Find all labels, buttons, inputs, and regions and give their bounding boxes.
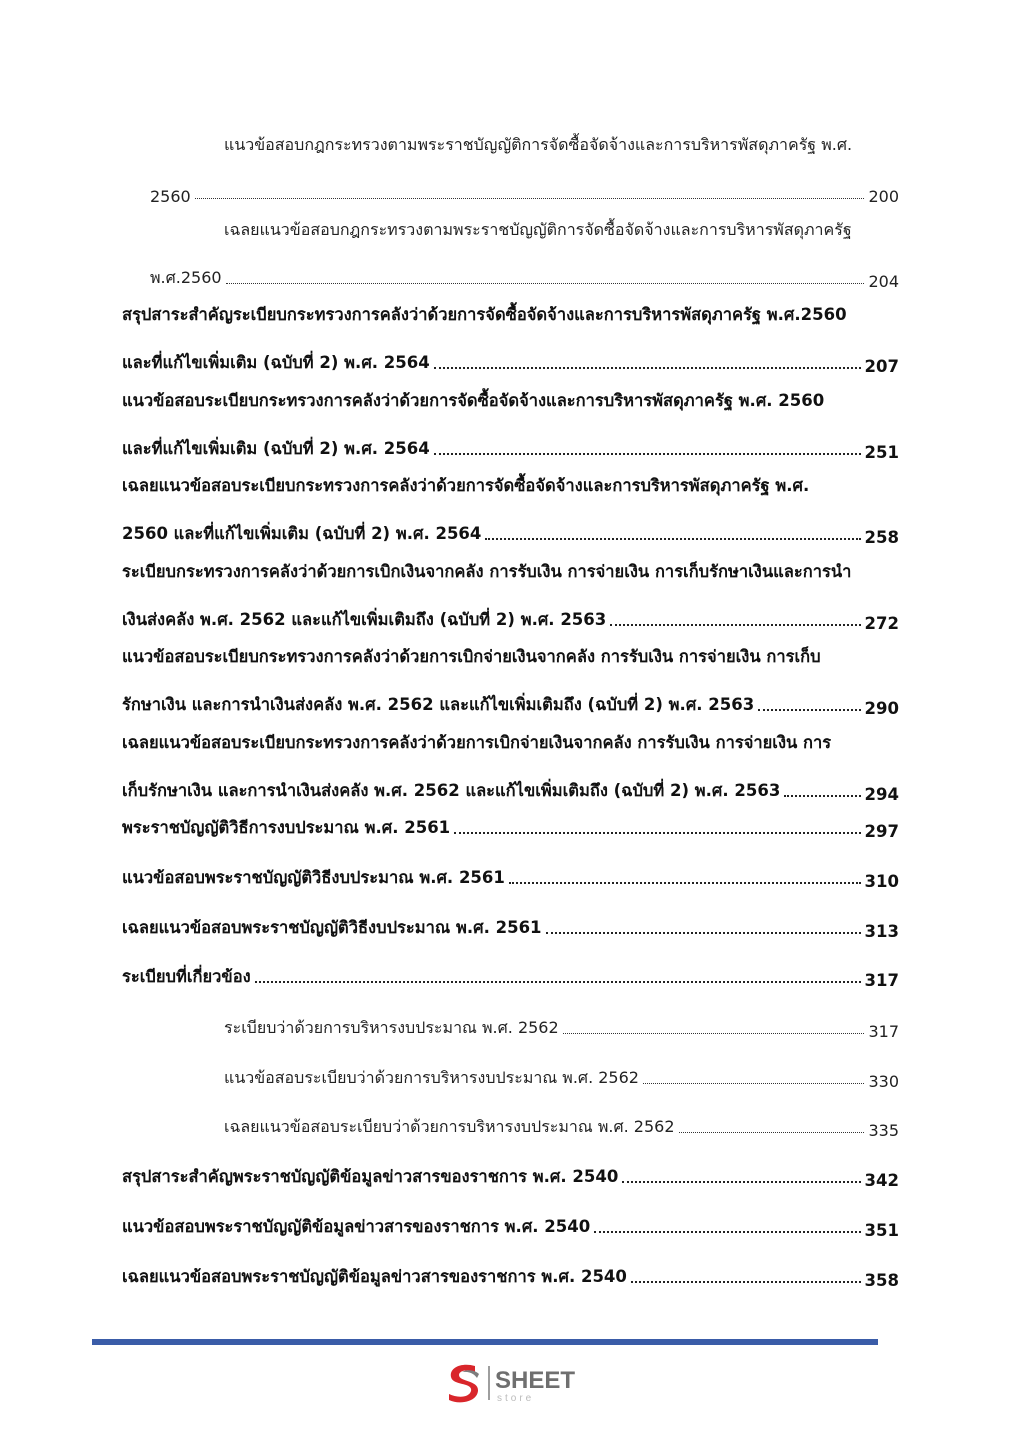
dot-leader <box>485 538 860 540</box>
dot-leader <box>643 1083 864 1084</box>
toc-page-number: 330 <box>868 1072 899 1091</box>
toc-entry-line1 <box>122 469 899 499</box>
toc-entry-text: 2560 และที่แก้ไขเพิ่มเติม (ฉบับที่ 2) พ.ศ. 2564 <box>122 524 482 543</box>
toc-entry-text: สรุปสาระสำคัญระเบียบกระทรวงการคลังว่าด้วยการจัดซื้อจัดจ้างและการบริหารพัสดุภาครัฐ พ.ศ.2560 <box>122 305 847 324</box>
toc-entry-line2 <box>122 432 899 462</box>
dot-leader <box>546 932 861 934</box>
toc-page-number: 290 <box>864 699 899 718</box>
dot-leader <box>226 283 865 284</box>
dot-leader <box>610 624 860 626</box>
toc-entry[interactable] <box>122 469 899 547</box>
toc-entry[interactable] <box>122 1110 899 1140</box>
dot-leader <box>784 795 860 797</box>
toc-entry-line2 <box>122 176 899 206</box>
dot-leader <box>631 1281 861 1283</box>
logo-text: SHEET <box>495 1367 576 1394</box>
toc-entry[interactable] <box>122 555 899 633</box>
toc-entry-text: ระเบียบว่าด้วยการบริหารงบประมาณ พ.ศ. 2562 <box>224 1018 559 1037</box>
toc-entry-line <box>122 1210 899 1240</box>
toc-page-number: 272 <box>864 614 899 633</box>
toc-entry-text: เฉลยแนวข้อสอบพระราชบัญญัติวิธีงบประมาณ พ.ศ. 2561 <box>122 918 542 937</box>
toc-entry-text: 2560 <box>150 187 191 206</box>
toc-entry-line <box>122 1160 899 1190</box>
toc-entry[interactable] <box>122 960 899 990</box>
dot-leader <box>434 453 861 455</box>
toc-entry-line <box>122 861 899 891</box>
toc-entry-text: เฉลยแนวข้อสอบระเบียบกระทรวงการคลังว่าด้วยการเบิกจ่ายเงินจากคลัง การรับเงิน การจ่ายเงิน การ <box>122 733 832 752</box>
toc-entry-text: พ.ศ.2560 <box>150 268 222 287</box>
dot-leader <box>509 882 861 884</box>
toc-entry[interactable] <box>122 213 899 291</box>
toc-entry[interactable] <box>122 1260 899 1290</box>
toc-entry-line1 <box>122 384 899 414</box>
toc-entry-text: แนวข้อสอบพระราชบัญญัติวิธีงบประมาณ พ.ศ. 2561 <box>122 868 505 887</box>
toc-entry-text: แนวข้อสอบระเบียบกระทรวงการคลังว่าด้วยการจัดซื้อจัดจ้างและการบริหารพัสดุภาครัฐ พ.ศ. 2560 <box>122 391 825 410</box>
toc-page-number: 313 <box>864 922 899 941</box>
toc-page-number: 310 <box>864 872 899 891</box>
toc-entry[interactable] <box>122 1061 899 1091</box>
toc-entry-line <box>122 911 899 941</box>
toc-page-number: 317 <box>864 971 899 990</box>
toc-entry-line <box>122 1061 899 1091</box>
toc-entry-line2 <box>122 517 899 547</box>
toc-entry-text: เฉลยแนวข้อสอบพระราชบัญญัติข้อมูลข่าวสารของราชการ พ.ศ. 2540 <box>122 1267 627 1286</box>
toc-entry[interactable] <box>122 1160 899 1190</box>
toc-entry-line <box>122 1110 899 1140</box>
toc-entry-text: แนวข้อสอบระเบียบกระทรวงการคลังว่าด้วยการเบิกจ่ายเงินจากคลัง การรับเงิน การจ่ายเงิน การเก็บ <box>122 647 821 666</box>
toc-entry-text: ระเบียบที่เกี่ยวข้อง <box>122 967 251 986</box>
toc-page-number: 317 <box>868 1022 899 1041</box>
toc-entry-text: แนวข้อสอบพระราชบัญญัติข้อมูลข่าวสารของราชการ พ.ศ. 2540 <box>122 1217 591 1236</box>
toc-entry-line <box>122 960 899 990</box>
toc-entry-line1 <box>122 128 899 158</box>
dot-leader <box>679 1132 865 1133</box>
toc-entry-text: และที่แก้ไขเพิ่มเติม (ฉบับที่ 2) พ.ศ. 2564 <box>122 353 430 372</box>
toc-entry-text: เฉลยแนวข้อสอบระเบียบว่าด้วยการบริหารงบประมาณ พ.ศ. 2562 <box>224 1117 675 1136</box>
toc-entry-text: เฉลยแนวข้อสอบกฎกระทรวงตามพระราชบัญญัติการจัดซื้อจัดจ้างและการบริหารพัสดุภาครัฐ <box>224 220 852 239</box>
toc-entry-text: เฉลยแนวข้อสอบระเบียบกระทรวงการคลังว่าด้วยการจัดซื้อจัดจ้างและการบริหารพัสดุภาครัฐ พ.ศ. <box>122 476 810 495</box>
logo-subtext: store <box>497 1393 535 1404</box>
toc-entry-line1 <box>122 555 899 585</box>
dot-leader <box>594 1231 860 1233</box>
toc-entry-text: พระราชบัญญัติวิธีการงบประมาณ พ.ศ. 2561 <box>122 818 451 837</box>
toc-entry-text: รักษาเงิน และการนำเงินส่งคลัง พ.ศ. 2562 และแก้ไขเพิ่มเติมถึง (ฉบับที่ 2) พ.ศ. 2563 <box>122 695 755 714</box>
toc-entry[interactable] <box>122 384 899 462</box>
toc-entry[interactable] <box>122 1210 899 1240</box>
toc-page-number: 297 <box>864 822 899 841</box>
toc-entry-line1 <box>122 298 899 328</box>
toc-entry-text: แนวข้อสอบระเบียบว่าด้วยการบริหารงบประมาณ พ.ศ. 2562 <box>224 1068 639 1087</box>
toc-entry-line2 <box>122 261 899 291</box>
toc-entry[interactable] <box>122 726 899 804</box>
toc-entry[interactable] <box>122 128 899 206</box>
toc-entry-line1 <box>122 726 899 756</box>
toc-entry-line2 <box>122 774 899 804</box>
footer-rule <box>92 1339 878 1345</box>
toc-page-number: 294 <box>864 785 899 804</box>
toc-entry-text: สรุปสาระสำคัญพระราชบัญญัติข้อมูลข่าวสารของราชการ พ.ศ. 2540 <box>122 1167 619 1186</box>
toc-entry-text: ระเบียบกระทรวงการคลังว่าด้วยการเบิกเงินจากคลัง การรับเงิน การจ่ายเงิน การเก็บรักษาเงินและการนำ <box>122 562 852 581</box>
toc-page-number: 200 <box>868 187 899 206</box>
dot-leader <box>454 832 860 834</box>
toc-entry-line <box>122 811 899 841</box>
dot-leader <box>758 709 860 711</box>
dot-leader <box>434 367 861 369</box>
toc-entry-text: แนวข้อสอบกฎกระทรวงตามพระราชบัญญัติการจัดซื้อจัดจ้างและการบริหารพัสดุภาครัฐ พ.ศ. <box>224 135 853 154</box>
dot-leader <box>195 198 865 199</box>
toc-entry-text: เก็บรักษาเงิน และการนำเงินส่งคลัง พ.ศ. 2562 และแก้ไขเพิ่มเติมถึง (ฉบับที่ 2) พ.ศ. 2563 <box>122 781 781 800</box>
toc-page-number: 342 <box>864 1171 899 1190</box>
toc-page-number: 358 <box>864 1271 899 1290</box>
dot-leader <box>622 1181 860 1183</box>
dot-leader <box>563 1033 865 1034</box>
toc-entry-line2 <box>122 688 899 718</box>
toc-page-number: 258 <box>864 528 899 547</box>
dot-leader <box>255 981 861 983</box>
toc-entry[interactable] <box>122 298 899 376</box>
toc-page-number: 204 <box>868 272 899 291</box>
toc-page-number: 207 <box>864 357 899 376</box>
toc-entry[interactable] <box>122 861 899 891</box>
toc-entry-line2 <box>122 603 899 633</box>
toc-entry-text: และที่แก้ไขเพิ่มเติม (ฉบับที่ 2) พ.ศ. 2564 <box>122 439 430 458</box>
toc-entry[interactable] <box>122 911 899 941</box>
toc-entry-text: เงินส่งคลัง พ.ศ. 2562 และแก้ไขเพิ่มเติมถึง (ฉบับที่ 2) พ.ศ. 2563 <box>122 610 607 629</box>
toc-entry-line <box>122 1011 899 1041</box>
toc-entry-line1 <box>122 640 899 670</box>
toc-entry[interactable] <box>122 640 899 718</box>
s-monogram-icon <box>445 1360 585 1404</box>
sheet-store-logo <box>445 1360 585 1404</box>
toc-entry-line2 <box>122 346 899 376</box>
toc-entry-line1 <box>122 213 899 243</box>
toc-page-number: 351 <box>864 1221 899 1240</box>
toc-page-number: 335 <box>868 1121 899 1140</box>
toc-page-number: 251 <box>864 443 899 462</box>
toc-entry-line <box>122 1260 899 1290</box>
toc-entry[interactable] <box>122 1011 899 1041</box>
toc-entry[interactable] <box>122 811 899 841</box>
